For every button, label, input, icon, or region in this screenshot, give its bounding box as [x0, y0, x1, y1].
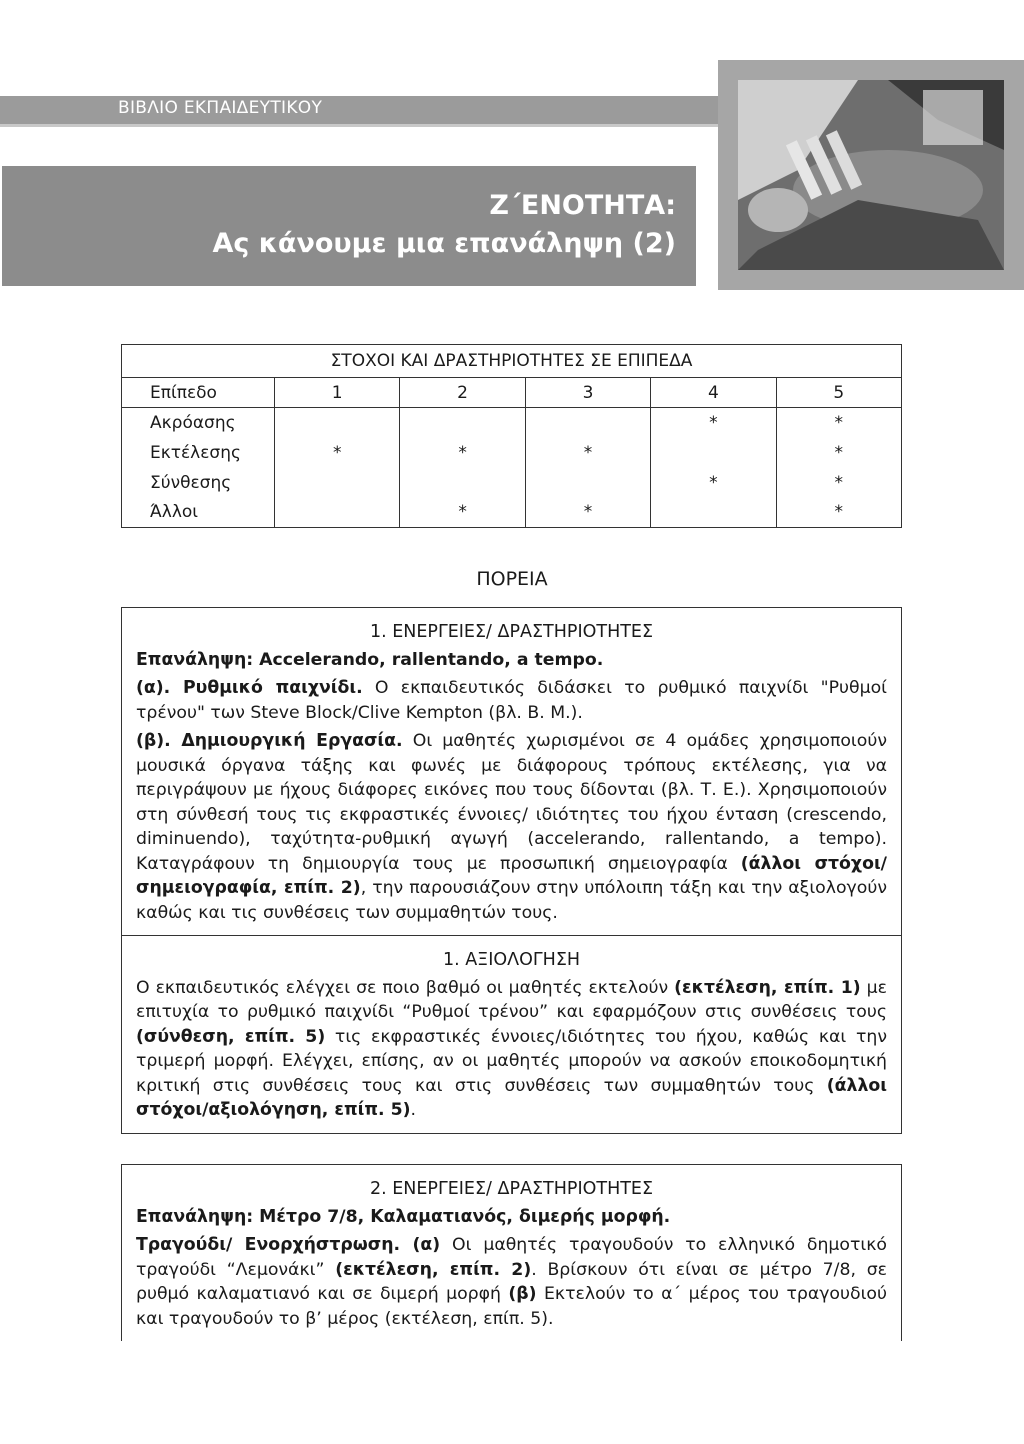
level-3-header: 3 [525, 378, 650, 408]
activities-heading: 1. ΕΝΕΡΓΕΙΕΣ/ ΔΡΑΣΤΗΡΙΟΤΗΤΕΣ [369, 622, 654, 642]
table-cell [525, 408, 650, 438]
header-rule [0, 124, 720, 127]
song-a-ref: (α) [400, 1235, 441, 1255]
song-text-part: Εκτελούν το α΄ μέρος του τραγουδιού και τραγουδούν το β’ μέρος (εκτέλεση, επίπ. 5). [136, 1284, 887, 1329]
table-cell: * [525, 438, 650, 468]
song-text-part: . Βρίσκουν ότι είναι σε μέτρο 7/8, σε ρυθμό καλαματιανό και σε διμερή μορφή [136, 1259, 888, 1304]
table-cell: * [776, 468, 901, 498]
table-cell: * [400, 438, 525, 468]
song-activity [136, 1233, 887, 1331]
evaluation-section [122, 935, 901, 1133]
evaluation-ref: (σύνθεση, επίπ. 5) [136, 1026, 326, 1047]
table-cell: * [651, 468, 776, 498]
activity-box-1 [121, 607, 902, 1134]
evaluation-text-part: με επιτυχία το ρυθμικό παιχνίδι “Ρυθμοί τρένου” και εφαρμόζουν στις συνθέσεις τους [136, 977, 887, 1022]
evaluation-text [136, 976, 887, 1123]
table-cell [651, 498, 776, 528]
level-2-header: 2 [400, 378, 525, 408]
evaluation-ref: (άλλοι στόχοι/αξιολόγηση, επίπ. 5) [136, 1075, 887, 1120]
table-cell: * [525, 498, 650, 528]
table-row [122, 498, 902, 528]
review-topic: Επανάληψη: Accelerando, rallentando, a tempo. [136, 649, 604, 670]
row-label-listening: Ακρόασης [122, 408, 275, 438]
table-cell: * [776, 438, 901, 468]
activity-a-label: (α). Ρυθμικό παιχνίδι. [136, 678, 363, 698]
evaluation-text-part: . [410, 1100, 417, 1120]
table-cell [525, 468, 650, 498]
table-cell [275, 408, 400, 438]
row-label-performance: Εκτέλεσης [122, 438, 275, 468]
table-cell [651, 438, 776, 468]
activity-b-label: (β). Δημιουργική Εργασία. [136, 731, 403, 751]
table-row [122, 438, 902, 468]
table-cell: * [275, 438, 400, 468]
activity-b-text: Οι μαθητές χωρισμένοι σε 4 ομάδες χρησιμοποιούν μουσικά όργανα τάξης και φωνές με διάφορους τρόπους εκτέλεσης, για να περιγράψουν με ήχους διάφορες εικόνες που τους δίδονται (βλ. Τ. Ε.). Χρησιμοποιούν στη σύνθεσή τους τις εκφραστικές έννοιες/ ιδιότητες του ήχου ένταση (crescendo, diminuendo), ταχύτητα-ρυθμική αγωγή (accelerando, rallentando, a tempo). Καταγράφουν τη δημιουργία τους με προσωπική σημειογραφία [136, 731, 887, 874]
level-1-header: 1 [275, 378, 400, 408]
table-cell [400, 408, 525, 438]
song-ref: (εκτέλεση, επίπ. 2) [335, 1259, 532, 1280]
evaluation-heading: 1. ΑΞΙΟΛΟΓΗΣΗ [442, 950, 581, 970]
course-heading: ΠΟΡΕΙΑ [476, 568, 548, 590]
evaluation-text-part: Ο εκπαιδευτικός ελέγχει σε ποιο βαθμό οι μαθητές εκτελούν [136, 977, 675, 998]
unit-title-box [2, 166, 696, 286]
activities-section [122, 608, 901, 935]
table-cell [400, 468, 525, 498]
level-4-header: 4 [651, 378, 776, 408]
table-cell [275, 468, 400, 498]
table-cell: * [776, 498, 901, 528]
row-label-composition: Σύνθεσης [122, 468, 275, 498]
table-cell: * [651, 408, 776, 438]
unit-title: Ζ΄ΕΝΟΤΗΤΑ: [489, 190, 676, 221]
table-row [122, 408, 902, 438]
levels-table-caption: ΣΤΟΧΟΙ ΚΑΙ ΔΡΑΣΤΗΡΙΟΤΗΤΕΣ ΣΕ ΕΠΙΠΕΔΑ [122, 345, 902, 378]
table-cell: * [400, 498, 525, 528]
trumpet-photo [738, 80, 1004, 270]
unit-subtitle: Ας κάνουμε μια επανάληψη (2) [212, 228, 676, 259]
evaluation-ref: (εκτέλεση, επίπ. 1) [674, 977, 861, 998]
table-cell [275, 498, 400, 528]
activities-section-2 [122, 1165, 901, 1341]
review-topic-2: Επανάληψη: Μέτρο 7/8, Καλαματιανός, διμερής μορφή. [136, 1206, 671, 1227]
table-row [122, 468, 902, 498]
table-cell: * [776, 408, 901, 438]
levels-row-header: Επίπεδο [122, 378, 275, 408]
evaluation-text-part: τις εκφραστικές έννοιες/ιδιότητες του ήχου, καθώς και την τριμερή μορφή. Ελέγχει, επίσης, αν οι μαθητές μπορούν να ασκούν εποικοδομητική κριτική στις συνθέσεις τους και στις συνθέσεις των συμμαθητών τους [136, 1026, 887, 1096]
song-b-ref: (β) [508, 1284, 537, 1304]
photo-frame [718, 60, 1024, 290]
activity-a [136, 676, 887, 725]
row-label-other: Άλλοι [122, 498, 275, 528]
activities-heading-2: 2. ΕΝΕΡΓΕΙΕΣ/ ΔΡΑΣΤΗΡΙΟΤΗΤΕΣ [369, 1179, 654, 1199]
activity-a-text: Ο εκπαιδευτικός διδάσκει το ρυθμικό παιχνίδι "Ρυθμοί τρένου" των Steve Block/Clive Kempton (βλ. Β. Μ.). [136, 678, 887, 723]
song-label: Τραγούδι/ Ενορχήστρωση. [136, 1235, 401, 1255]
header-band [0, 96, 720, 124]
level-5-header: 5 [776, 378, 901, 408]
book-label: ΒΙΒΛΙΟ ΕΚΠΑΙΔΕΥΤΙΚΟΥ [118, 98, 323, 118]
activity-box-2 [121, 1164, 902, 1341]
levels-table [121, 344, 902, 528]
activity-b [136, 729, 887, 925]
song-text-part: Οι μαθητές τραγουδούν το ελληνικό δημοτικό τραγούδι “Λεμονάκι” [136, 1235, 887, 1280]
activity-b-ref: (άλλοι στόχοι/σημειογραφία, επίπ. 2) [136, 853, 887, 898]
activity-b-text-end: , την παρουσιάζουν στην υπόλοιπη τάξη και την αξιολογούν καθώς και τις συνθέσεις των συμμαθητών τους. [136, 878, 887, 923]
trumpet-illustration [738, 80, 1004, 270]
